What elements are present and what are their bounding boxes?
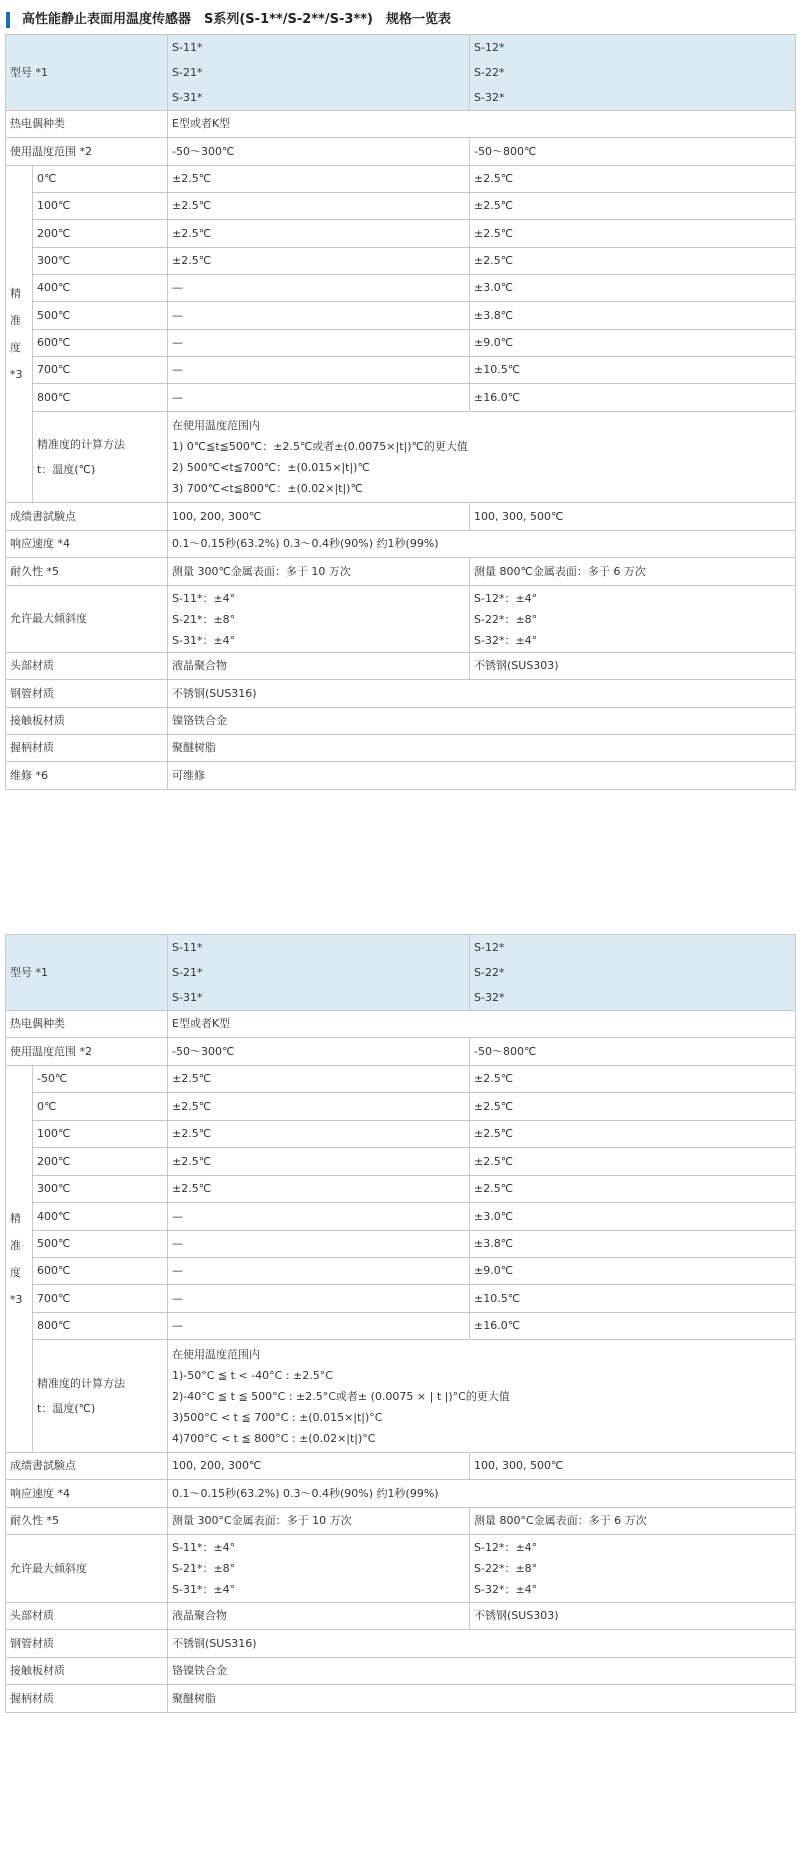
- spec-table-2: [5, 934, 796, 1713]
- contact-material-label: 接触板材质: [6, 1658, 168, 1685]
- accuracy-temp: 300℃: [33, 1176, 168, 1203]
- thermocouple-row: [6, 111, 796, 138]
- accuracy-a: ±2.5℃: [168, 193, 470, 220]
- accuracy-b: ±3.8℃: [470, 1231, 796, 1258]
- title-accent-bar: [6, 12, 10, 28]
- accuracy-a: —: [168, 1231, 470, 1258]
- accuracy-b: ±2.5℃: [470, 166, 796, 193]
- response-row: [6, 531, 796, 558]
- accuracy-temp: 200℃: [33, 1148, 168, 1176]
- accuracy-b: ±9.0℃: [470, 330, 796, 357]
- accuracy-b: ±3.8℃: [470, 302, 796, 330]
- page-title: 高性能静止表面用温度传感器 S系列(S-1**/S-2**/S-3**) 规格一览表: [22, 12, 451, 27]
- contact-material-label: 接触板材质: [6, 708, 168, 735]
- accuracy-temp: 0℃: [33, 166, 168, 193]
- cert-row: [6, 503, 796, 531]
- accuracy-temp: 100℃: [33, 1121, 168, 1148]
- grip-material-row: [6, 735, 796, 762]
- accuracy-row: [6, 1093, 796, 1121]
- accuracy-row: [6, 248, 796, 275]
- spec-table-1: [5, 34, 796, 790]
- accuracy-temp: 500℃: [33, 1231, 168, 1258]
- head-material-a: 液晶聚合物: [168, 653, 470, 680]
- accuracy-b: ±10.5℃: [470, 357, 796, 384]
- contact-material-value: 镍铬铁合金: [168, 708, 796, 735]
- contact-material-row: [6, 1658, 796, 1685]
- accuracy-a: —: [168, 1313, 470, 1340]
- accuracy-row: [6, 275, 796, 302]
- accuracy-a: —: [168, 275, 470, 302]
- head-material-row: [6, 1603, 796, 1630]
- accuracy-temp: 600℃: [33, 1258, 168, 1285]
- accuracy-a: ±2.5℃: [168, 1066, 470, 1093]
- pipe-material-label: 钢管材质: [6, 680, 168, 708]
- pipe-material-value: 不锈钢(SUS316): [168, 680, 796, 708]
- pipe-material-value: 不锈钢(SUS316): [168, 1630, 796, 1658]
- accuracy-a: ±2.5℃: [168, 1093, 470, 1121]
- accuracy-temp: 200℃: [33, 220, 168, 248]
- tilt-b: S-12*：±4° S-22*：±8° S-32*：±4°: [470, 1535, 796, 1603]
- page-header: [0, 10, 800, 32]
- accuracy-temp: 400℃: [33, 1203, 168, 1231]
- accuracy-a: —: [168, 330, 470, 357]
- response-value: 0.1～0.15秒(63.2%) 0.3～0.4秒(90%) 约1秒(99%): [168, 531, 796, 558]
- grip-material-row: [6, 1685, 796, 1713]
- durability-a: 测量 300℃金属表面：多于 10 万次: [168, 558, 470, 586]
- durability-row: [6, 558, 796, 586]
- range-b: -50～800℃: [470, 1038, 796, 1066]
- accuracy-row: [6, 330, 796, 357]
- model-row: [6, 935, 796, 1011]
- cert-b: 100, 300, 500℃: [470, 503, 796, 531]
- accuracy-a: ±2.5℃: [168, 1148, 470, 1176]
- accuracy-temp: 600℃: [33, 330, 168, 357]
- repair-value: 可维修: [168, 762, 796, 790]
- pipe-material-row: [6, 680, 796, 708]
- calc-method-label: 精准度的计算方法 t：温度(℃): [33, 412, 168, 503]
- accuracy-temp: 800℃: [33, 384, 168, 412]
- accuracy-a: ±2.5℃: [168, 220, 470, 248]
- thermocouple-label: 热电偶种类: [6, 111, 168, 138]
- accuracy-temp: 400℃: [33, 275, 168, 302]
- head-material-a: 液晶聚合物: [168, 1603, 470, 1630]
- accuracy-a: —: [168, 384, 470, 412]
- head-material-b: 不锈钢(SUS303): [470, 1603, 796, 1630]
- tilt-row: [6, 1535, 796, 1603]
- calc-method-text: 在使用温度范围内 1)-50°C ≦ t < -40°C : ±2.5°C 2)-40°C ≦ t ≦ 500°C : ±2.5°C或者± (0.0075 × | t |)°C的更大值 3)500°C < t ≦ 700°C : ±(0.015×|t|)°C 4)700°C < t ≦ 800°C : ±(0.02×|t|)°C: [168, 1340, 796, 1453]
- durability-b: 测量 800℃金属表面：多于 6 万次: [470, 558, 796, 586]
- range-row: [6, 138, 796, 166]
- cert-label: 成绩書試験点: [6, 1453, 168, 1480]
- durability-b: 测量 800°C金属表面：多于 6 万次: [470, 1508, 796, 1535]
- contact-material-row: [6, 708, 796, 735]
- accuracy-b: ±16.0℃: [470, 1313, 796, 1340]
- accuracy-row: [6, 357, 796, 384]
- range-row: [6, 1038, 796, 1066]
- accuracy-b: ±2.5℃: [470, 220, 796, 248]
- accuracy-a: ±2.5℃: [168, 1176, 470, 1203]
- accuracy-b: ±10.5℃: [470, 1285, 796, 1313]
- accuracy-row: [6, 193, 796, 220]
- range-label: 使用温度范围 *2: [6, 138, 168, 166]
- accuracy-b: ±16.0℃: [470, 384, 796, 412]
- accuracy-row: [6, 384, 796, 412]
- calc-method-label: 精准度的计算方法 t：温度(℃): [33, 1340, 168, 1453]
- cert-b: 100, 300, 500℃: [470, 1453, 796, 1480]
- grip-material-label: 握柄材质: [6, 1685, 168, 1713]
- cert-row: [6, 1453, 796, 1480]
- range-label: 使用温度范围 *2: [6, 1038, 168, 1066]
- accuracy-b: ±2.5℃: [470, 193, 796, 220]
- accuracy-temp: -50℃: [33, 1066, 168, 1093]
- accuracy-row: [6, 1231, 796, 1258]
- accuracy-temp: 100℃: [33, 193, 168, 220]
- accuracy-row: [6, 1176, 796, 1203]
- tilt-a: S-11*：±4° S-21*：±8° S-31*：±4°: [168, 1535, 470, 1603]
- repair-row: [6, 762, 796, 790]
- accuracy-b: ±2.5℃: [470, 1121, 796, 1148]
- tilt-b: S-12*：±4° S-22*：±8° S-32*：±4°: [470, 586, 796, 653]
- accuracy-row: [6, 1148, 796, 1176]
- accuracy-temp: 700℃: [33, 1285, 168, 1313]
- accuracy-b: ±3.0℃: [470, 275, 796, 302]
- accuracy-b: ±2.5℃: [470, 1148, 796, 1176]
- accuracy-label: 精 准 度 *3: [6, 1066, 33, 1453]
- thermocouple-value: E型或者K型: [168, 1011, 796, 1038]
- accuracy-temp: 0℃: [33, 1093, 168, 1121]
- durability-label: 耐久性 *5: [6, 1508, 168, 1535]
- accuracy-row: [6, 1258, 796, 1285]
- accuracy-b: ±2.5℃: [470, 1176, 796, 1203]
- accuracy-row: [6, 1121, 796, 1148]
- response-label: 响应速度 *4: [6, 531, 168, 558]
- tilt-label: 允许最大倾斜度: [6, 1535, 168, 1603]
- response-row: [6, 1480, 796, 1508]
- accuracy-temp: 300℃: [33, 248, 168, 275]
- durability-label: 耐久性 *5: [6, 558, 168, 586]
- head-material-b: 不锈钢(SUS303): [470, 653, 796, 680]
- durability-row: [6, 1508, 796, 1535]
- cert-a: 100, 200, 300℃: [168, 503, 470, 531]
- accuracy-row: [6, 1285, 796, 1313]
- tilt-row: [6, 586, 796, 653]
- calc-method-row: [6, 412, 796, 503]
- accuracy-a: ±2.5℃: [168, 1121, 470, 1148]
- range-a: -50～300℃: [168, 138, 470, 166]
- accuracy-a: —: [168, 302, 470, 330]
- range-b: -50～800℃: [470, 138, 796, 166]
- repair-label: 维修 *6: [6, 762, 168, 790]
- accuracy-b: ±3.0℃: [470, 1203, 796, 1231]
- grip-material-value: 聚醚树脂: [168, 735, 796, 762]
- contact-material-value: 铬镍铁合金: [168, 1658, 796, 1685]
- response-label: 响应速度 *4: [6, 1480, 168, 1508]
- model-row: [6, 35, 796, 111]
- calc-method-row: [6, 1340, 796, 1453]
- accuracy-b: ±9.0℃: [470, 1258, 796, 1285]
- cert-label: 成绩書試験点: [6, 503, 168, 531]
- pipe-material-label: 钢管材质: [6, 1630, 168, 1658]
- accuracy-row: [6, 1203, 796, 1231]
- accuracy-b: ±2.5℃: [470, 248, 796, 275]
- pipe-material-row: [6, 1630, 796, 1658]
- thermocouple-label: 热电偶种类: [6, 1011, 168, 1038]
- head-material-label: 头部材质: [6, 1603, 168, 1630]
- accuracy-a: —: [168, 1258, 470, 1285]
- thermocouple-value: E型或者K型: [168, 111, 796, 138]
- head-material-row: [6, 653, 796, 680]
- models-a: S-11* S-21* S-31*: [168, 935, 470, 1011]
- calc-method-text: 在使用温度范围内 1) 0℃≦t≦500℃：±2.5℃或者±(0.0075×|t|)℃的更大值 2) 500℃<t≦700℃：±(0.015×|t|)℃ 3) 700℃<t≦800℃：±(0.02×|t|)℃: [168, 412, 796, 503]
- tilt-a: S-11*：±4° S-21*：±8° S-31*：±4°: [168, 586, 470, 653]
- accuracy-row: [6, 302, 796, 330]
- models-a: S-11* S-21* S-31*: [168, 35, 470, 111]
- model-label: 型号 *1: [6, 935, 168, 1011]
- grip-material-label: 握柄材质: [6, 735, 168, 762]
- tilt-label: 允许最大倾斜度: [6, 586, 168, 653]
- accuracy-a: —: [168, 1203, 470, 1231]
- accuracy-a: ±2.5℃: [168, 248, 470, 275]
- accuracy-a: —: [168, 1285, 470, 1313]
- models-b: S-12* S-22* S-32*: [470, 35, 796, 111]
- model-label: 型号 *1: [6, 35, 168, 111]
- accuracy-row: [6, 166, 796, 193]
- accuracy-row: [6, 1066, 796, 1093]
- accuracy-b: ±2.5℃: [470, 1093, 796, 1121]
- head-material-label: 头部材质: [6, 653, 168, 680]
- accuracy-a: —: [168, 357, 470, 384]
- thermocouple-row: [6, 1011, 796, 1038]
- range-a: -50～300℃: [168, 1038, 470, 1066]
- accuracy-row: [6, 220, 796, 248]
- durability-a: 测量 300°C金属表面：多于 10 万次: [168, 1508, 470, 1535]
- accuracy-row: [6, 1313, 796, 1340]
- grip-material-value: 聚醚树脂: [168, 1685, 796, 1713]
- cert-a: 100, 200, 300℃: [168, 1453, 470, 1480]
- models-b: S-12* S-22* S-32*: [470, 935, 796, 1011]
- accuracy-a: ±2.5℃: [168, 166, 470, 193]
- accuracy-temp: 800℃: [33, 1313, 168, 1340]
- accuracy-label: 精 准 度 *3: [6, 166, 33, 503]
- accuracy-temp: 500℃: [33, 302, 168, 330]
- accuracy-b: ±2.5℃: [470, 1066, 796, 1093]
- accuracy-temp: 700℃: [33, 357, 168, 384]
- response-value: 0.1～0.15秒(63.2%) 0.3～0.4秒(90%) 约1秒(99%): [168, 1480, 796, 1508]
